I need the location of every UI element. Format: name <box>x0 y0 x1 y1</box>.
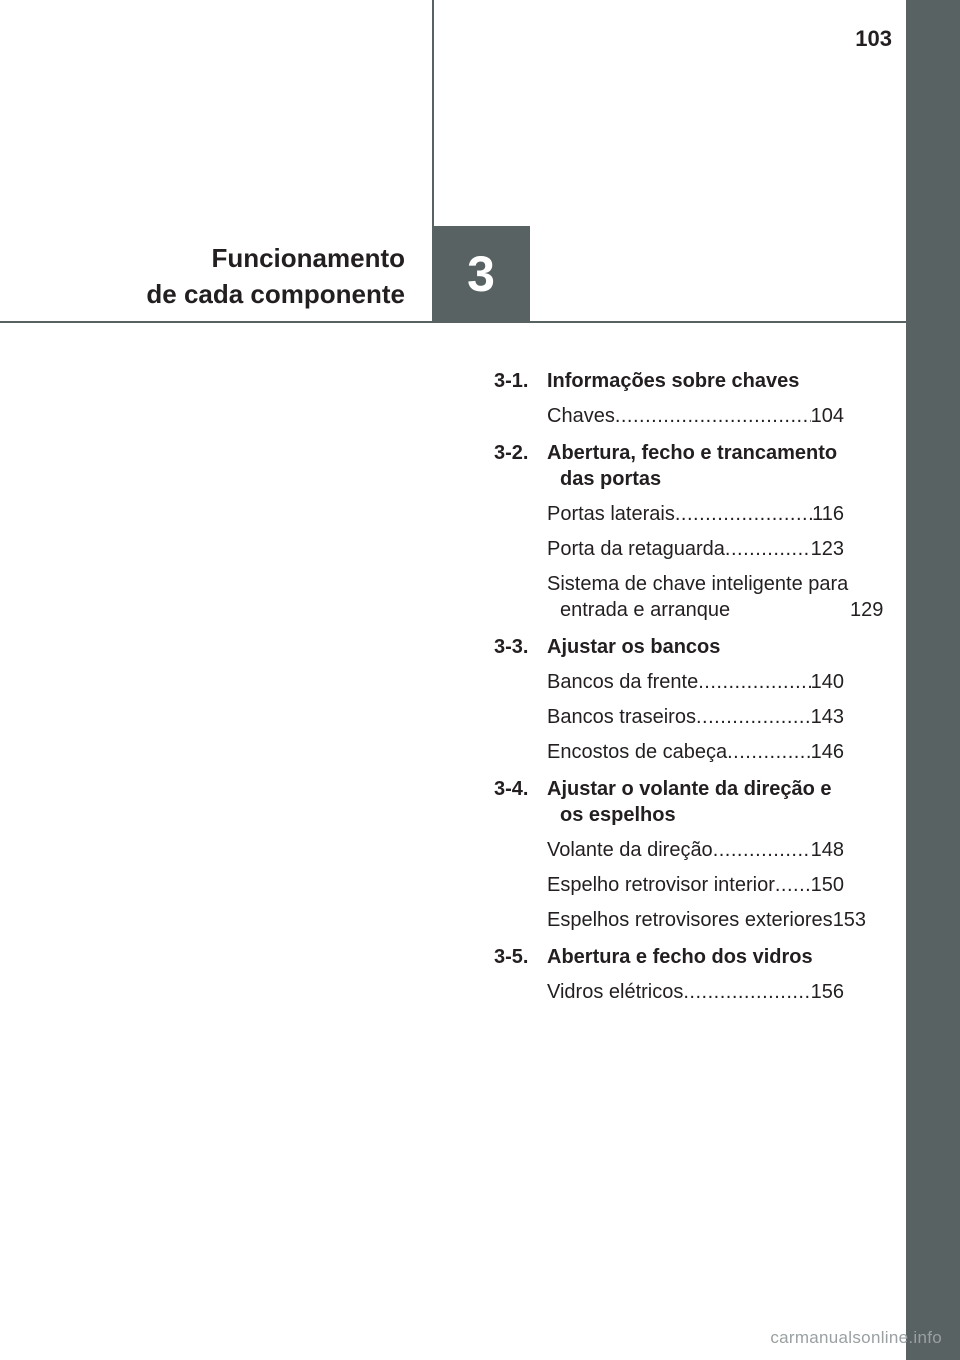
entry-page: 156 <box>810 981 844 1003</box>
toc-entry[interactable] <box>547 837 844 863</box>
entry-page: 148 <box>810 839 844 861</box>
toc-entry[interactable] <box>547 739 844 765</box>
page-number: 103 <box>855 26 892 51</box>
toc-section-3-3[interactable] <box>494 634 844 660</box>
entry-title: Espelhos retrovisores exteriores <box>547 909 833 931</box>
dot-leader <box>675 501 812 527</box>
entry-title: Bancos da frente <box>547 671 699 693</box>
entry-page: 129 <box>850 599 884 621</box>
dot-leader <box>698 669 810 695</box>
entry-page: 146 <box>810 741 844 763</box>
entry-title: Porta da retaguarda <box>547 538 725 560</box>
toc-section-3-2[interactable] <box>494 440 844 492</box>
section-number: 3-1. <box>494 370 529 392</box>
section-number: 3-5. <box>494 946 529 968</box>
entry-title: Portas laterais <box>547 503 675 525</box>
entry-title: Bancos traseiros <box>547 706 696 728</box>
toc-section-3-5[interactable] <box>494 944 844 970</box>
section-title: Abertura e fecho dos vidros <box>547 946 813 968</box>
entry-page: 150 <box>810 874 844 896</box>
chapter-title-line-1: Funcionamento <box>211 243 405 273</box>
chapter-title-line-2: de cada componente <box>146 279 405 309</box>
toc-entry[interactable] <box>547 501 844 527</box>
chapter-title <box>146 240 405 312</box>
dot-leader <box>727 739 811 765</box>
entry-title: Sistema de chave inteligente para entrada e arranque <box>547 573 849 621</box>
entry-page: 123 <box>810 538 844 560</box>
section-title: Ajustar os bancos <box>547 636 721 658</box>
section-number: 3-2. <box>494 442 529 464</box>
watermark: carmanualsonline.info <box>770 1328 942 1347</box>
dot-leader <box>725 536 811 562</box>
entry-title: Volante da direção <box>547 839 713 861</box>
entry-title: Encostos de cabeça <box>547 741 728 763</box>
toc-entry[interactable] <box>547 872 844 898</box>
entry-title: Chaves <box>547 405 615 427</box>
entry-page: 153 <box>832 909 867 931</box>
toc-entry[interactable] <box>547 403 844 429</box>
dot-leader <box>615 403 811 429</box>
toc-entry[interactable] <box>547 979 844 1005</box>
dot-leader <box>713 837 811 863</box>
dot-leader <box>696 704 811 730</box>
toc-entry[interactable] <box>547 704 844 730</box>
entry-page: 140 <box>810 671 844 693</box>
table-of-contents <box>494 368 884 1005</box>
toc-section-3-4[interactable] <box>494 776 844 828</box>
dot-leader <box>775 872 811 898</box>
chapter-side-tab <box>906 0 960 1360</box>
entry-title: Espelho retrovisor interior <box>547 874 775 896</box>
entry-title: Vidros elétricos <box>547 981 684 1003</box>
toc-section-3-1[interactable] <box>494 368 844 394</box>
toc-entry[interactable] <box>547 571 884 623</box>
chapter-number: 3 <box>467 246 495 302</box>
section-title: Abertura, fecho e trancamento das portas <box>547 442 838 490</box>
toc-entry[interactable] <box>547 536 844 562</box>
section-number: 3-3. <box>494 636 529 658</box>
section-number: 3-4. <box>494 778 529 800</box>
dot-leader <box>683 979 810 1005</box>
toc-entry[interactable] <box>547 907 867 933</box>
entry-page: 143 <box>810 706 844 728</box>
entry-page: 104 <box>810 405 844 427</box>
toc-entry[interactable] <box>547 669 844 695</box>
entry-page: 116 <box>812 503 844 525</box>
section-title: Informações sobre chaves <box>547 370 800 392</box>
section-title: Ajustar o volante da direção e os espelhos <box>547 778 832 826</box>
chapter-number-box <box>432 226 530 322</box>
